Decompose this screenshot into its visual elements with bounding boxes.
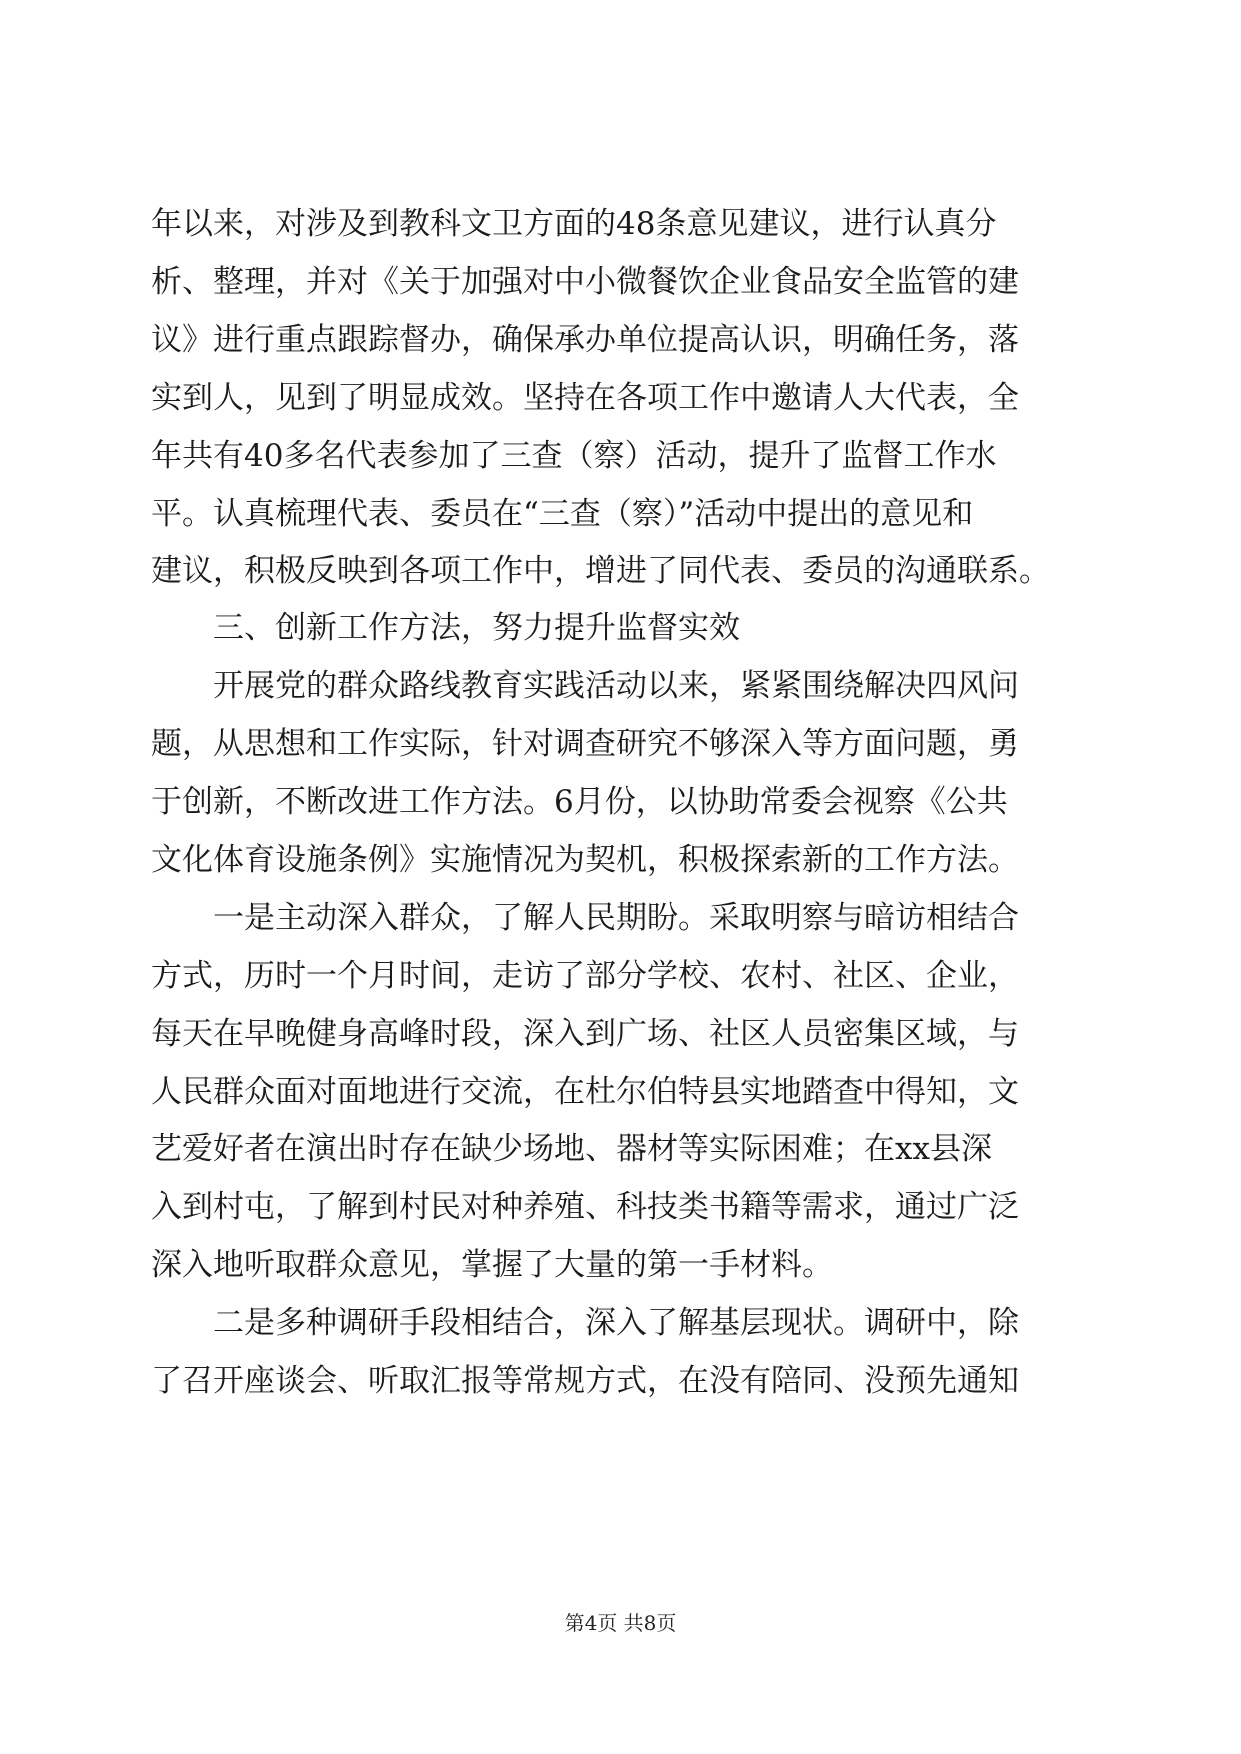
text-line [0, 951, 1241, 1001]
text-line-content: 二是多种调研手段相结合，深入了解基层现状。调研中，除 [213, 1305, 1019, 1341]
text-line-content: 议》进行重点跟踪督办，确保承办单位提高认识，明确任务，落 [151, 322, 1019, 358]
text-line-content: 一是主动深入群众，了解人民期盼。采取明察与暗访相结合 [213, 900, 1019, 936]
text-line [0, 1298, 1241, 1348]
text-line-content: 题，从思想和工作实际，针对调查研究不够深入等方面问题，勇 [151, 726, 1019, 762]
text-line-content: 方式，历时一个月时间，走访了部分学校、农村、社区、企业， [151, 958, 1019, 994]
text-line [0, 777, 1241, 827]
text-line [0, 257, 1241, 307]
text-line-content: 析、整理，并对《关于加强对中小微餐饮企业食品安全监管的建 [151, 264, 1019, 300]
text-line [0, 1009, 1241, 1059]
text-line [0, 1067, 1241, 1117]
text-line-content: 了召开座谈会、听取汇报等常规方式，在没有陪同、没预先通知 [151, 1363, 1019, 1399]
text-line-content: 开展党的群众路线教育实践活动以来，紧紧围绕解决四风问 [213, 668, 1019, 704]
text-line [0, 835, 1241, 885]
text-line [0, 373, 1241, 423]
text-line [0, 893, 1241, 943]
text-line-content: 人民群众面对面地进行交流，在杜尔伯特县实地踏查中得知，文 [151, 1074, 1019, 1110]
text-line-content: 深入地听取群众意见，掌握了大量的第一手材料。 [151, 1247, 833, 1283]
text-line [0, 546, 1241, 596]
text-line [0, 199, 1241, 249]
text-line-content: 年共有40多名代表参加了三查（察）活动，提升了监督工作水 [151, 438, 997, 474]
text-line-content: 年以来，对涉及到教科文卫方面的48条意见建议，进行认真分 [151, 206, 997, 242]
text-line [0, 1356, 1241, 1406]
text-line [0, 489, 1241, 539]
text-line [0, 431, 1241, 481]
text-line [0, 1182, 1241, 1232]
text-line-content: 实到人，见到了明显成效。坚持在各项工作中邀请人大代表，全 [151, 380, 1019, 416]
text-line-content: 入到村屯，了解到村民对种养殖、科技类书籍等需求，通过广泛 [151, 1189, 1019, 1225]
text-line-content: 文化体育设施条例》实施情况为契机，积极探索新的工作方法。 [151, 842, 1019, 878]
text-line [0, 1240, 1241, 1290]
text-line-content: 平。认真梳理代表、委员在“三查（察）”活动中提出的意见和 [151, 496, 974, 532]
section-heading [0, 603, 1241, 653]
text-line-content: 建议，积极反映到各项工作中，增进了同代表、委员的沟通联系。 [151, 553, 1050, 589]
text-line-content: 每天在早晚健身高峰时段，深入到广场、社区人员密集区域，与 [151, 1016, 1019, 1052]
text-line-content: 于创新，不断改进工作方法。6月份，以协助常委会视察《公共 [151, 784, 1008, 820]
text-line [0, 315, 1241, 365]
text-line-content: 艺爱好者在演出时存在缺少场地、器材等实际困难；在xx县深 [151, 1131, 992, 1167]
section-heading-text: 三、创新工作方法，努力提升监督实效 [213, 610, 740, 646]
page-footer: 第4页 共8页 [564, 1611, 677, 1635]
text-line [0, 719, 1241, 769]
text-line [0, 1124, 1241, 1174]
text-line [0, 661, 1241, 711]
